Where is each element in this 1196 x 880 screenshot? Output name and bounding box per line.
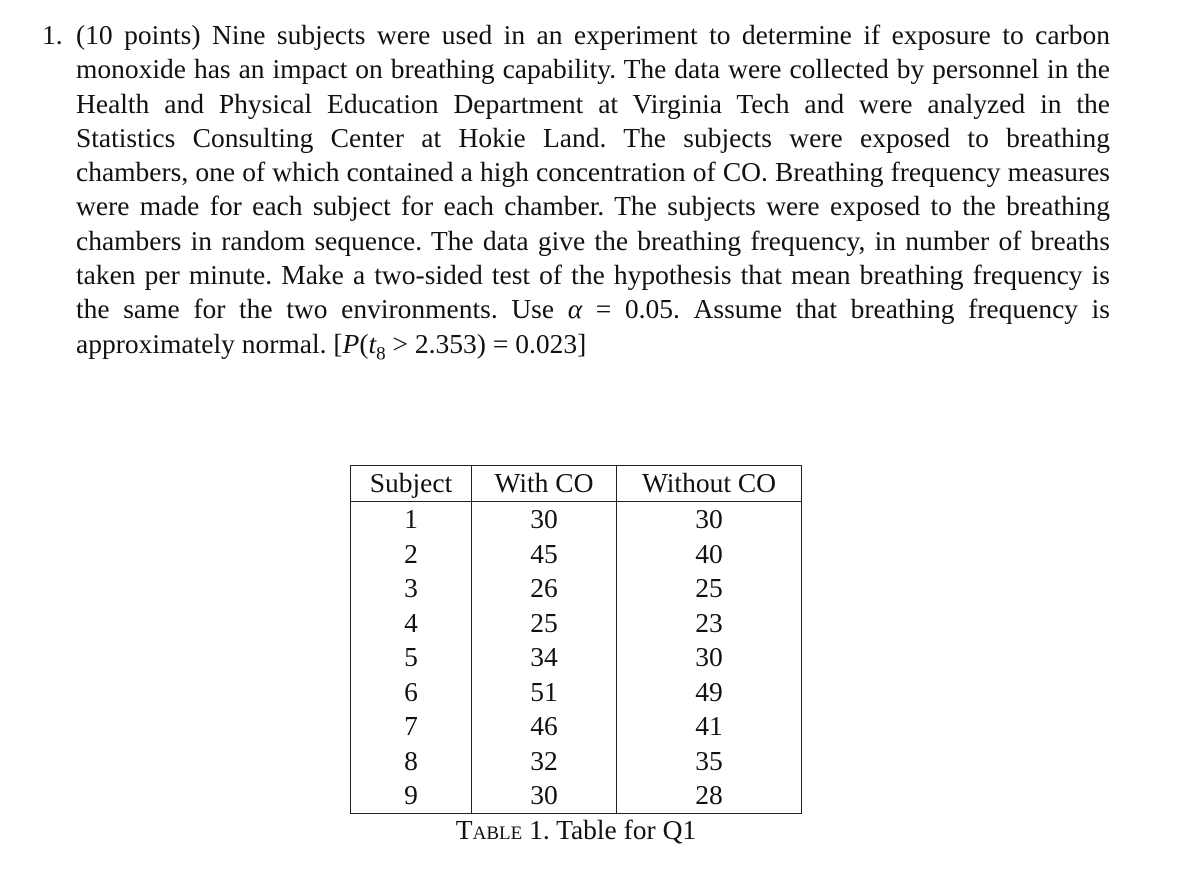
cell-with-co: 34 (472, 640, 617, 675)
cell-subject: 9 (351, 778, 472, 813)
table-header-row (351, 466, 802, 502)
table-body (351, 502, 802, 814)
header-without-co: Without CO (617, 466, 802, 502)
cell-subject: 1 (351, 502, 472, 537)
cell-with-co: 32 (472, 744, 617, 779)
cell-without-co: 41 (617, 709, 802, 744)
cell-subject: 4 (351, 606, 472, 641)
cell-without-co: 30 (617, 502, 802, 537)
cell-without-co: 23 (617, 606, 802, 641)
table-row (351, 709, 802, 744)
problem-number: 1. (42, 19, 63, 50)
cell-without-co: 30 (617, 640, 802, 675)
cell-with-co: 25 (472, 606, 617, 641)
cell-without-co: 35 (617, 744, 802, 779)
problem-text: (10 points) Nine subjects were used in an experiment to determine if exposure to carbon monoxide has an impact on breathing capability. The data were collected by personnel in the Health and Physical Education Department at Virginia Tech and were analyzed in the Statistics Consulting Center at Hokie Land. The subjects were exposed to breathing chambers, one of which contained a high concentration of CO. Breathing frequency measures were made for each subject for each chamber. The subjects were exposed to the breathing chambers in random sequence. The data give the breathing frequency, in number of breaths taken per minute. Make a two-sided test of the hypothesis that mean breathing frequency is the same for the two environments. Use α = 0.05. Assume that breathing frequency is approximately normal. $[P(t_8 > 2.353) = 0.023]$ (76, 19, 1110, 365)
cell-without-co: 49 (617, 675, 802, 710)
table-row (351, 502, 802, 537)
cell-subject: 3 (351, 571, 472, 606)
prob-P: P (342, 327, 360, 359)
problem-1 (42, 18, 1110, 371)
prob-t: t (368, 327, 377, 359)
table-row (351, 744, 802, 779)
cell-subject: 7 (351, 709, 472, 744)
prob-rest: > 2.353) = 0.023] (385, 327, 587, 359)
table-row (351, 537, 802, 572)
alpha-symbol: α (567, 293, 583, 325)
cell-with-co: 46 (472, 709, 617, 744)
data-table-figure (350, 465, 802, 846)
cell-with-co: 30 (472, 778, 617, 813)
table-row (351, 675, 802, 710)
prob-open-bracket: [ (333, 327, 343, 359)
header-subject: Subject (351, 466, 472, 502)
cell-with-co: 30 (472, 502, 617, 537)
table-row (351, 640, 802, 675)
cell-without-co: 25 (617, 571, 802, 606)
table-caption (350, 814, 802, 846)
cell-subject: 6 (351, 675, 472, 710)
caption-text: Table for Q1 (549, 813, 697, 845)
alpha-value: = 0.05. Assume that breathing frequency is approximately normal. (76, 293, 1110, 359)
cell-subject: 5 (351, 640, 472, 675)
data-table (350, 465, 802, 814)
cell-without-co: 28 (617, 778, 802, 813)
cell-without-co: 40 (617, 537, 802, 572)
table-row (351, 778, 802, 813)
prob-subscript: 8 (376, 343, 386, 365)
table-row (351, 606, 802, 641)
cell-subject: 2 (351, 537, 472, 572)
cell-with-co: 26 (472, 571, 617, 606)
table-row (351, 571, 802, 606)
cell-with-co: 45 (472, 537, 617, 572)
cell-with-co: 51 (472, 675, 617, 710)
problem-text-main: (10 points) Nine subjects were used in an experiment to determine if exposure to carbon monoxide has an impact on breathing capability. The data were collected by personnel in the Health and Physical Education Department at Virginia Tech and were analyzed in the Statistics Consulting Center at Hokie Land. The subjects were exposed to breathing chambers, one of which contained a high concentration of CO. Breathing frequency measures were made for each subject for each chamber. The subjects were exposed to the breathing chambers in random sequence. The data give the breathing frequency, in number of breaths taken per minute. Make a two-sided test of the hypothesis that mean breathing frequency is the same for the two environments. Use (76, 19, 1110, 325)
header-with-co: With CO (472, 466, 617, 502)
cell-subject: 8 (351, 744, 472, 779)
caption-label: Table 1. (455, 813, 550, 845)
